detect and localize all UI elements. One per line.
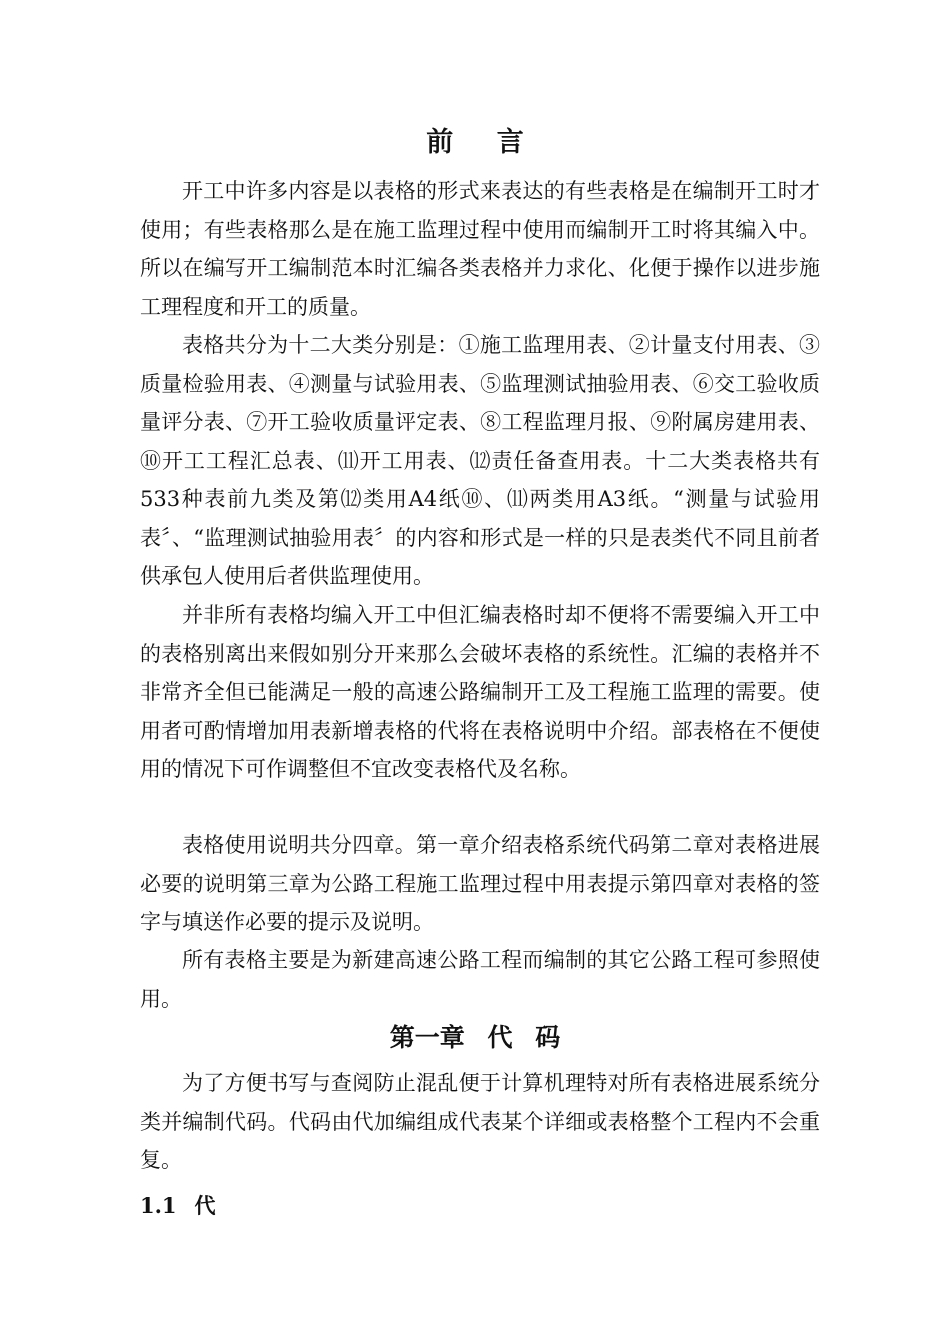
preface-paragraph-1: 开工中许多内容是以表格的形式来表达的有些表格是在编制开工时才使用；有些表格那么是在施工监理过程中使用而编制开工时将其编入中。所以在编写开工编制范本时汇编各类表格并力求化、化便于操作以进步施工理程度和开工的质量。: [140, 179, 820, 319]
chapter-paragraph-1: 为了方便书写与查阅防止混乱便于计算机理特对所有表格进展系统分类并编制代码。代码由代加编组成代表某个详细或表格整个工程内不会重复。: [140, 1071, 820, 1172]
section-number: 1.1: [140, 1193, 177, 1218]
preface-paragraph-4: 表格使用说明共分四章。第一章介绍表格系统代码第二章对表格进展必要的说明第三章为公路工程施工监理过程中用表提示第四章对表格的签字与填送作必要的提示及说明。: [140, 833, 820, 934]
chapter-title: 第一章 代 码: [389, 1023, 561, 1052]
preface-title: 前 言: [426, 127, 524, 158]
section-heading: [140, 1190, 216, 1220]
preface-paragraph-3: 并非所有表格均编入开工中但汇编表格时却不便将不需要编入开工中的表格别离出来假如别分开来那么会破坏表格的系统性。汇编的表格并不非常齐全但已能满足一般的高速公路编制开工及工程施工监理的需要。使用者可酌情增加用表新增表格的代将在表格说明中介绍。部表格在不便使用的情况下可作调整但不宜改变表格代及名称。: [140, 603, 820, 781]
preface-paragraph-5: 所有表格主要是为新建高速公路工程而编制的其它公路工程可参照使用。: [140, 948, 820, 1011]
section-title: 代: [194, 1193, 216, 1218]
preface-paragraph-2: 表格共分为十二大类分别是：①施工监理用表、②计量支付用表、③质量检验用表、④测量与试验用表、⑤监理测试抽验用表、⑥交工验收质量评分表、⑦开工验收质量评定表、⑧工程监理月报、⑨附属房建用表、⑩开工工程汇总表、⑾开工用表、⑿责任备查用表。十二大类表格共有533种表前九类及第⑿类用A4纸⑩、⑾两类用A3纸。“测量与试验用表〞、“监理测试抽验用表〞的内容和形式是一样的只是表类代不同且前者供承包人使用后者供监理使用。: [140, 333, 820, 588]
